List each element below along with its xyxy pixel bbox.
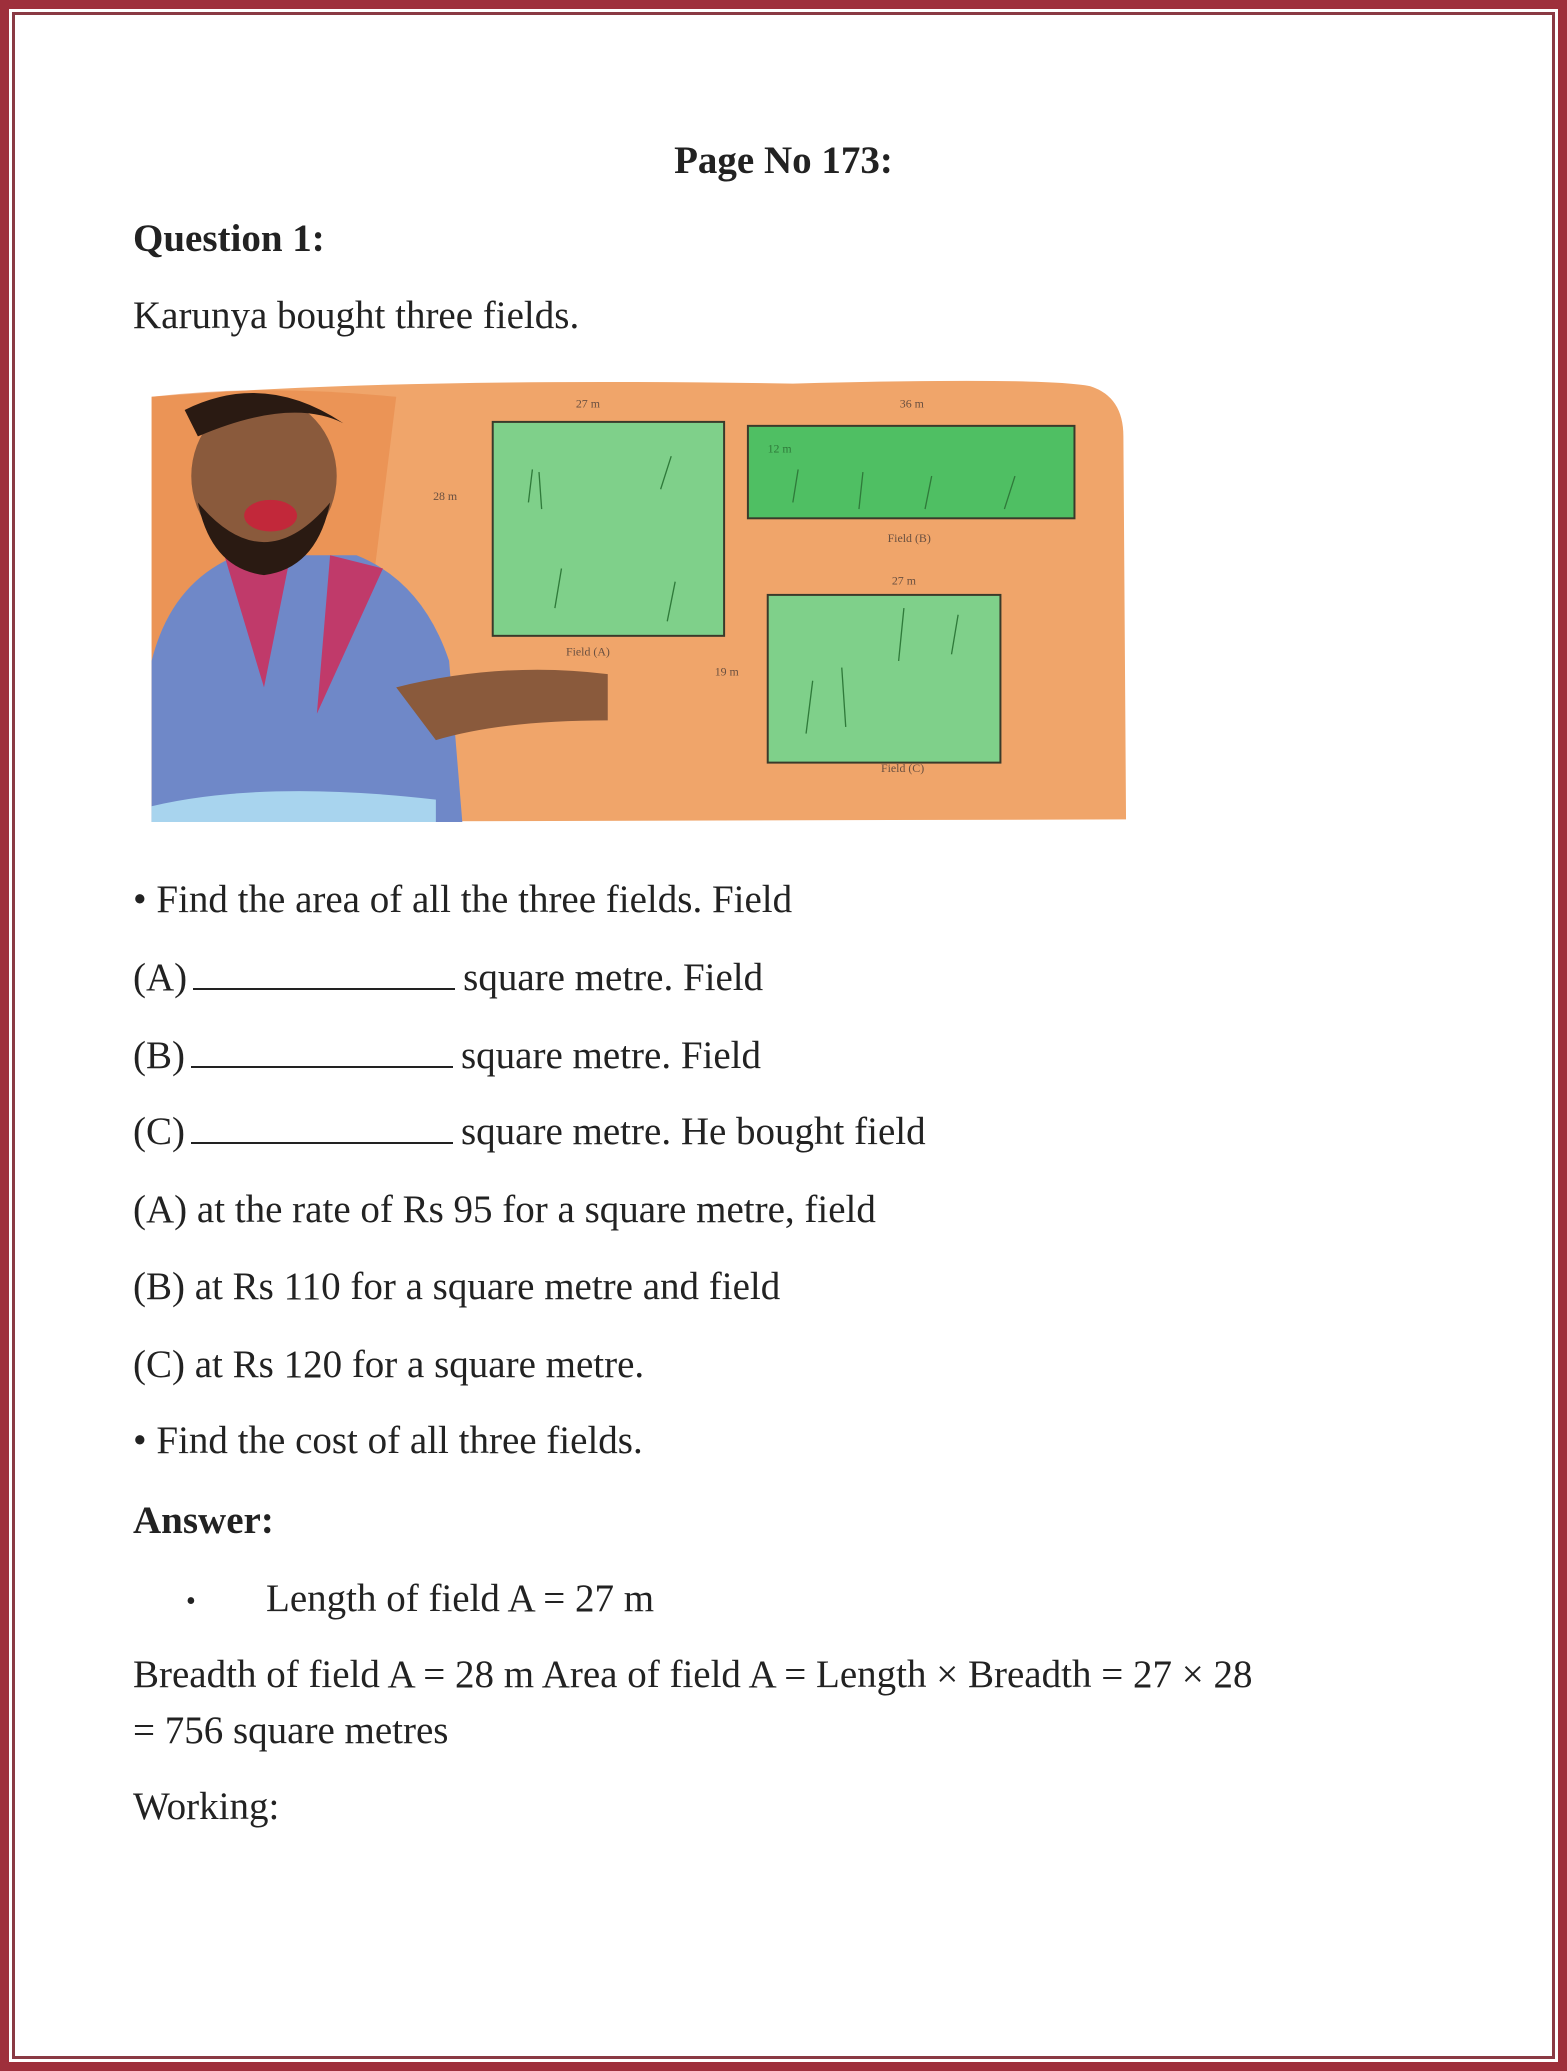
question-line-cost: • Find the cost of all three fields. <box>133 1419 643 1462</box>
question-heading: Question 1: <box>133 217 325 260</box>
question-intro: Karunya bought three fields. <box>133 294 580 337</box>
answer-result-line: = 756 square metres <box>133 1709 449 1752</box>
field-b-shape <box>748 426 1075 518</box>
fields-illustration <box>145 377 1130 826</box>
answer-length-line: Length of field A = 27 m <box>266 1577 655 1620</box>
question-line-1: • Find the area of all the three fields. Field <box>133 878 793 921</box>
field-a-shape <box>493 422 724 636</box>
question-line-field-b <box>133 1033 761 1079</box>
field-c-shape <box>768 595 1001 763</box>
field-a-name-label: Field (A) <box>565 644 610 659</box>
field-c-prefix: (C) <box>133 1110 185 1153</box>
field-b-blank <box>191 1036 453 1068</box>
field-c-suffix: square metre. He bought field <box>461 1110 926 1153</box>
field-c-blank <box>191 1112 453 1144</box>
bullet-icon: • <box>186 1586 196 1617</box>
field-b-length-label: 36 m <box>899 396 924 411</box>
question-line-field-c <box>133 1109 926 1155</box>
question-line-rate-c: (C) at Rs 120 for a square metre. <box>133 1343 645 1386</box>
field-a-prefix: (A) <box>133 956 188 999</box>
field-a-length-label: 27 m <box>575 396 600 411</box>
question-line-rate-b: (B) at Rs 110 for a square metre and field <box>133 1265 781 1308</box>
answer-working: Working: <box>133 1785 280 1828</box>
field-b-suffix: square metre. Field <box>461 1034 761 1077</box>
question-line-rate-a: (A) at the rate of Rs 95 for a square metre, field <box>133 1188 876 1231</box>
page-title: Page No 173: <box>674 139 893 182</box>
question-line-field-a <box>133 955 763 1001</box>
field-c-name-label: Field (C) <box>880 760 925 775</box>
field-b-name-label: Field (B) <box>887 531 931 546</box>
field-a-breadth-label: 28 m <box>433 488 458 503</box>
field-b-prefix: (B) <box>133 1034 185 1077</box>
field-b-breadth-label: 12 m <box>767 441 792 456</box>
answer-heading: Answer: <box>133 1499 274 1542</box>
field-a-suffix: square metre. Field <box>463 956 764 999</box>
field-c-length-label: 27 m <box>891 573 916 588</box>
field-c-breadth-label: 19 m <box>714 664 739 679</box>
answer-breadth-line: Breadth of field A = 28 m Area of field A = Length × Breadth = 27 × 28 <box>133 1653 1253 1696</box>
field-a-blank <box>193 958 455 990</box>
